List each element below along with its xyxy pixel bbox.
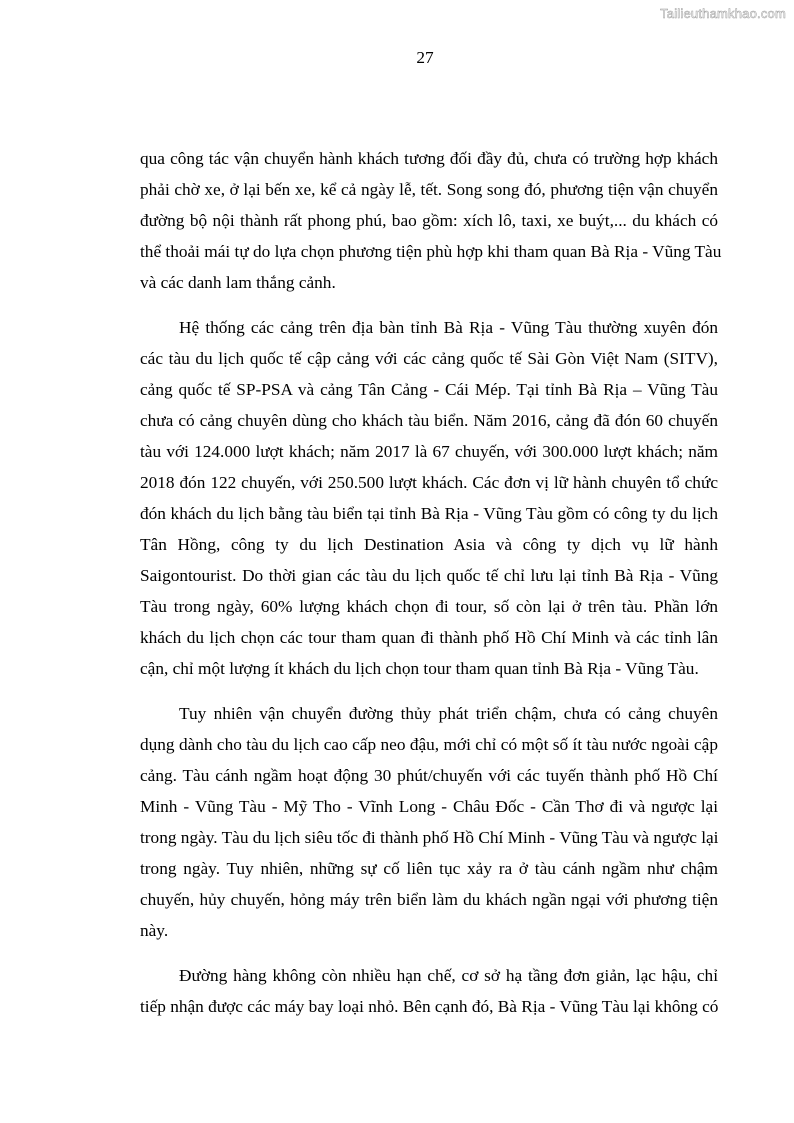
paragraph <box>140 143 722 298</box>
text-line: Hệ thống các cảng trên địa bàn tỉnh Bà Rịa - Vũng Tàu thường xuyên đón <box>179 318 718 337</box>
text-line: chưa có cảng chuyên dùng cho khách tàu biển. Năm 2016, cảng đã đón 60 chuyến <box>140 411 718 430</box>
document-body <box>140 143 722 1036</box>
text-line: cận, chỉ một lượng ít khách du lịch chọn tour tham quan tỉnh Bà Rịa - Vũng Tàu. <box>140 659 699 678</box>
text-line: 2018 đón 122 chuyến, với 250.500 lượt khách. Các đơn vị lữ hành chuyên tổ chức <box>140 473 718 492</box>
text-line: đường bộ nội thành rất phong phú, bao gồm: xích lô, taxi, xe buýt,... du khách có <box>140 211 718 230</box>
text-line: Saigontourist. Do thời gian các tàu du lịch quốc tế chỉ lưu lại tỉnh Bà Rịa - Vũng <box>140 566 718 585</box>
text-line: dụng dành cho tàu du lịch cao cấp neo đậu, mới chỉ có một số ít tàu nước ngoài cập <box>140 735 718 754</box>
text-line: cảng. Tàu cánh ngầm hoạt động 30 phút/chuyến với các tuyến thành phố Hồ Chí <box>140 766 718 785</box>
text-line: tàu với 124.000 lượt khách; năm 2017 là 67 chuyến, với 300.000 lượt khách; năm <box>140 442 718 461</box>
text-line: đón khách du lịch bằng tàu biển tại tỉnh Bà Rịa - Vũng Tàu gồm có công ty du lịch <box>140 504 718 523</box>
text-line: thể thoải mái tự do lựa chọn phương tiện phù hợp khi tham quan Bà Rịa - Vũng Tàu <box>140 242 722 261</box>
text-line: khách du lịch chọn các tour tham quan đi thành phố Hồ Chí Minh và các tỉnh lân <box>140 628 718 647</box>
text-line: và các danh lam thắng cảnh. <box>140 273 336 292</box>
paragraph <box>140 698 718 946</box>
paragraph <box>140 960 718 1022</box>
text-line: Tàu trong ngày, 60% lượng khách chọn đi tour, số còn lại ở trên tàu. Phần lớn <box>140 597 718 616</box>
text-line: này. <box>140 921 169 940</box>
text-line: Tân Hồng, công ty du lịch Destination Asia và công ty dịch vụ lữ hành <box>140 535 718 554</box>
paragraph <box>140 312 718 684</box>
text-line: cảng quốc tế SP-PSA và cảng Tân Cảng - Cái Mép. Tại tỉnh Bà Rịa – Vũng Tàu <box>140 380 718 399</box>
text-line: Minh - Vũng Tàu - Mỹ Tho - Vĩnh Long - Châu Đốc - Cần Thơ đi và ngược lại <box>140 797 718 816</box>
text-line: qua công tác vận chuyển hành khách tương đối đầy đủ, chưa có trường hợp khách <box>140 149 718 168</box>
text-line: chuyến, hủy chuyến, hỏng máy trên biển làm du khách ngần ngại với phương tiện <box>140 890 718 909</box>
watermark: Tailieuthamkhao.com <box>660 6 786 21</box>
text-line: tiếp nhận được các máy bay loại nhỏ. Bên cạnh đó, Bà Rịa - Vũng Tàu lại không có <box>140 997 719 1016</box>
page-number: 27 <box>416 48 434 67</box>
text-line: trong ngày. Tuy nhiên, những sự cố liên tục xảy ra ở tàu cánh ngầm như chậm <box>140 859 718 878</box>
text-line: trong ngày. Tàu du lịch siêu tốc đi thành phố Hồ Chí Minh - Vũng Tàu và ngược lại <box>140 828 719 847</box>
text-line: các tàu du lịch quốc tế cập cảng với các cảng quốc tế Sài Gòn Việt Nam (SITV), <box>140 349 718 368</box>
text-line: phải chờ xe, ở lại bến xe, kể cả ngày lễ, tết. Song song đó, phương tiện vận chuyển <box>140 180 718 199</box>
text-line: Tuy nhiên vận chuyển đường thủy phát triển chậm, chưa có cảng chuyên <box>179 704 718 723</box>
text-line: Đường hàng không còn nhiều hạn chế, cơ sở hạ tầng đơn giản, lạc hậu, chỉ <box>179 966 718 985</box>
